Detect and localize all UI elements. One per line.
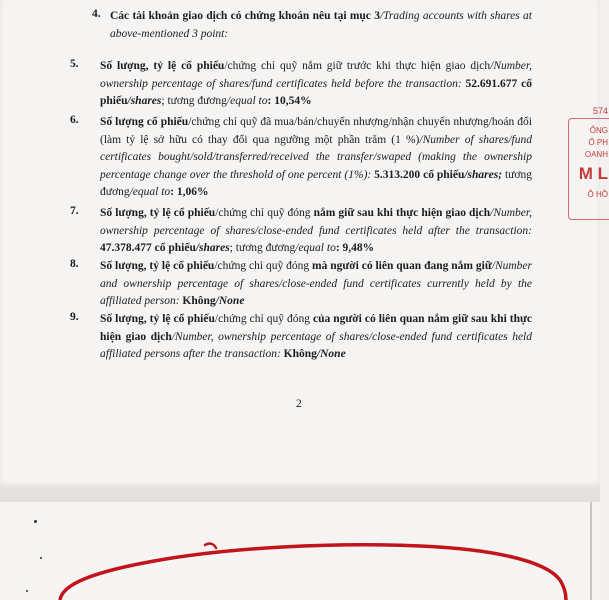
ownership-percent: : 9,48%: [335, 242, 375, 254]
equal-label-en: /equal to: [295, 242, 336, 254]
second-sheet: [0, 502, 600, 600]
equal-label-vi: tương đương: [100, 168, 533, 198]
company-seal-stamp: [568, 104, 608, 234]
paper-speck: [34, 520, 37, 523]
item-label-en: /Number, ownership percentage of shares/close-ended fund certificates held after the transaction:: [100, 207, 532, 237]
item-label-en: /Number, ownership percentage of shares/close-ended fund certificates held affiliated persons after the transaction:: [100, 330, 532, 360]
cut-off-text-fragment: [108, 0, 228, 6]
item-label-vi: /chứng chỉ quỹ đóng: [214, 260, 312, 272]
item-label-vi: Các tài khoản giao dịch có chứng khoán nêu tại mục 3: [110, 10, 380, 22]
item-label-en: /Number, ownership percentage of shares/fund certificates held before the transaction:: [100, 60, 532, 90]
paper-speck: [26, 590, 28, 592]
value-none-en: /None: [215, 295, 245, 307]
share-unit-en: /shares;: [464, 168, 503, 181]
share-unit-en: /shares: [127, 95, 162, 107]
item-label-vi-bold: Số lượng cổ phiếu: [100, 116, 189, 128]
item-label-vi-bold: Số lượng, tỷ lệ cổ phiếu: [100, 207, 216, 219]
item-number: 9.: [70, 311, 79, 323]
ownership-percent: : 10,54%: [267, 95, 312, 107]
seal-text: 574: [592, 106, 608, 116]
item-text: [100, 205, 532, 258]
equal-label-en: /equal to: [129, 186, 171, 198]
item-label-en: /Trading accounts with shares at above-mentioned 3 point:: [110, 10, 533, 40]
item-text: [100, 58, 532, 111]
equal-label-vi: ; tương đương: [229, 242, 296, 254]
item-number: 7.: [70, 205, 79, 217]
value-none-en: /None: [316, 348, 346, 360]
item-text: [100, 114, 532, 202]
item-label-vi-bold-2: của người có liên quan nắm giữ sau khi thực hiện giao dịch: [100, 313, 532, 343]
ownership-percent: : 1,06%: [170, 186, 209, 198]
item-label-vi: /chứng chỉ quỹ đóng: [214, 313, 313, 325]
item-label-vi: /chứng chỉ quỹ đóng: [215, 207, 314, 219]
value-none-vi: Không: [283, 348, 317, 360]
value-none-vi: Không: [182, 295, 216, 307]
item-label-vi-bold-2: mà người có liên quan đang nắm giữ: [312, 260, 492, 272]
item-label-vi: /chứng chỉ quỹ đã mua/bán/chuyển nhượng/nhận chuyển nhượng/hoán đổi (làm tỷ lệ sở hữu có thay đổi qua ngưỡng một phần trăm (1 %): [100, 116, 532, 146]
share-count: 52.691.677 cổ phiếu: [100, 77, 533, 107]
equal-label-vi: ; tương đương: [161, 95, 227, 107]
item-number: 4.: [92, 8, 101, 20]
seal-text: ÔNG: [589, 126, 608, 135]
seal-text: Ô HỒ: [587, 190, 608, 199]
equal-label-en: /equal to: [226, 95, 268, 107]
sheet-edge: [590, 502, 592, 600]
share-unit-en: /shares: [195, 242, 230, 254]
item-label-vi-bold: Số lượng, tỷ lệ cổ phiếu: [100, 60, 225, 72]
share-count: 5.313.200 cổ phiếu: [374, 168, 465, 181]
item-label-vi: /chứng chỉ quỹ nắm giữ trước khi thực hiện giao dịch: [224, 60, 491, 72]
item-label-vi-bold-2: nắm giữ sau khi thực hiện giao dịch: [313, 207, 491, 219]
item-label-en: /Number of shares/fund certificates bought/sold/transferred/received the transfer/swaped (making the ownership percentage change over the threshold of one percent (1%):: [100, 133, 532, 181]
item-text: [100, 311, 532, 364]
item-text: [110, 8, 532, 43]
seal-text: OANH: [584, 150, 608, 159]
item-label-vi-bold: Số lượng, tỷ lệ cổ phiếu: [100, 260, 215, 272]
item-number: 8.: [70, 258, 79, 270]
page-number: 2: [296, 398, 302, 410]
page-gap: [0, 488, 600, 502]
item-label-en: /Number and ownership percentage of shares/close-ended fund certificates currently held by the affiliated person:: [100, 260, 532, 307]
item-number: 6.: [70, 114, 79, 126]
paper-speck: [40, 557, 42, 559]
share-count: 47.378.477 cổ phiếu: [100, 242, 196, 254]
item-text: [100, 258, 532, 311]
seal-text: Ổ PH: [588, 138, 608, 147]
item-number: 5.: [70, 58, 79, 70]
seal-text: M L: [578, 164, 608, 183]
item-label-vi-bold: Số lượng, tỷ lệ cổ phiếu: [100, 313, 215, 325]
